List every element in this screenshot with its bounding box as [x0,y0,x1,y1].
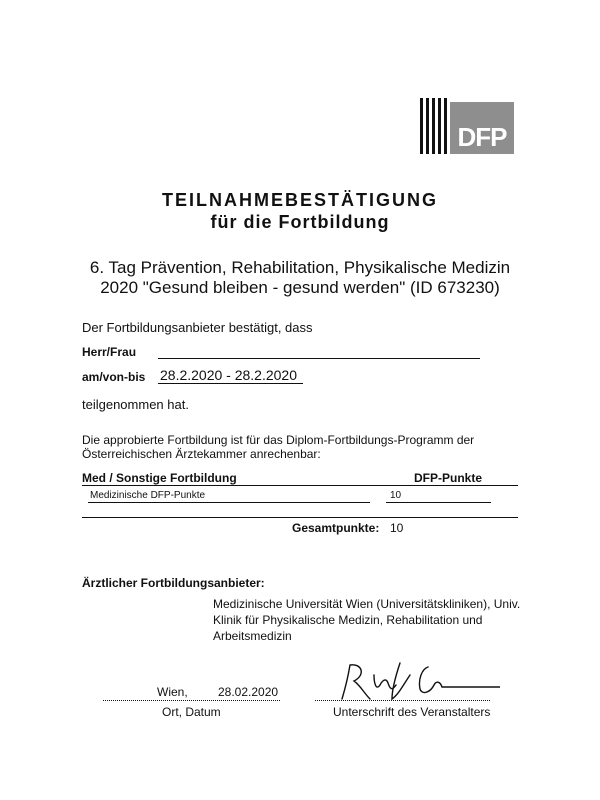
dates-value: 28.2.2020 - 28.2.2020 [160,367,298,383]
provider-line3: Arbeitsmedizin [213,629,292,643]
table-points-underline [386,502,491,503]
signature [330,655,500,705]
table-header-fortbildung: Med / Sonstige Fortbildung [82,471,237,485]
table-header-dfp-punkte: DFP-Punkte [414,471,483,485]
logo-text: DFP [457,122,507,152]
person-label: Herr/Frau [82,345,137,359]
dates-underline [158,383,303,384]
signature-label: Unterschrift des Veranstalters [333,705,491,719]
footer-place: Wien, [157,685,188,699]
document-subtitle: für die Fortbildung [210,212,390,232]
place-date-label: Ort, Datum [162,705,221,719]
signature-dotted-line [315,700,490,701]
dfp-logo [420,98,514,154]
footer-date: 28.02.2020 [218,685,279,699]
table-row-label: Medizinische DFP-Punkte [90,490,206,501]
participated-text: teilgenommen hat. [82,397,189,412]
document-title: TEILNAHMEBESTÄTIGUNG [162,190,438,210]
table-row-underline [88,502,370,503]
table-row-points: 10 [390,490,402,501]
course-title-line1: 6. Tag Prävention, Rehabilitation, Physikalische Medizin [89,258,511,277]
dates-label: am/von-bis [82,370,146,384]
provider-line2: Klinik für Physikalische Medizin, Rehabilitation und [213,613,483,627]
logo-barcode-stripes [420,98,450,154]
total-label: Gesamtpunkte: [292,521,380,535]
table-header-rule [82,485,518,486]
logo-box [450,102,514,154]
provider-label: Ärztlicher Fortbildungsanbieter: [82,576,265,590]
table-bottom-rule [82,517,518,518]
person-underline [158,358,480,359]
confirm-text: Der Fortbildungsanbieter bestätigt, dass [82,320,313,335]
approval-line1: Die approbierte Fortbildung ist für das Diplom-Fortbildungs-Programm der [82,433,475,447]
total-value: 10 [390,521,404,535]
provider-line1: Medizinische Universität Wien (Universitätskliniken), Univ. [213,597,521,611]
course-title-line2: 2020 "Gesund bleiben - gesund werden" (ID 673230) [100,278,500,297]
place-date-dotted-line [103,700,280,701]
approval-line2: Österreichischen Ärztekammer anrechenbar: [82,447,321,461]
